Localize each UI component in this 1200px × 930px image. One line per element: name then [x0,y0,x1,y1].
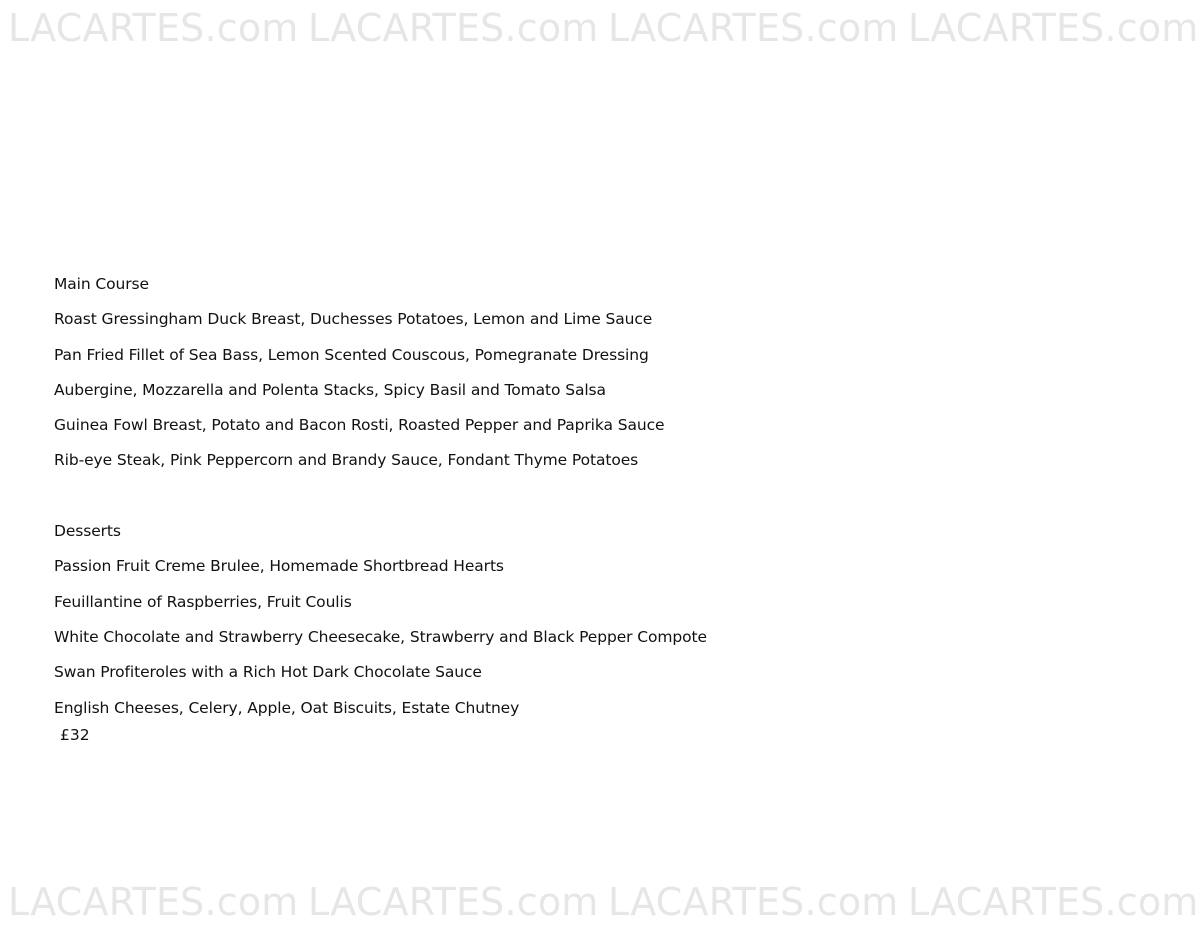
watermark-top [0,0,1200,56]
menu-content [54,272,1054,731]
menu-item: English Cheeses, Celery, Apple, Oat Biscuits, Estate Chutney [54,698,520,717]
section-heading-main-course: Main Course [54,275,149,293]
menu-item: Passion Fruit Creme Brulee, Homemade Shortbread Hearts [54,557,504,576]
menu-item: Pan Fried Fillet of Sea Bass, Lemon Scented Couscous, Pomegranate Dressing [54,345,649,364]
menu-item: Feuillantine of Raspberries, Fruit Coulis [54,592,352,611]
menu-item: Aubergine, Mozzarella and Polenta Stacks, Spicy Basil and Tomato Salsa [54,380,606,399]
watermark-text: LACARTES.com [8,880,299,924]
watermark-bottom [0,874,1200,930]
menu-item: Swan Profiteroles with a Rich Hot Dark Chocolate Sauce [54,663,482,682]
menu-item: Roast Gressingham Duck Breast, Duchesses Potatoes, Lemon and Lime Sauce [54,310,653,329]
watermark-text: LACARTES.com [308,880,599,924]
menu-item: White Chocolate and Strawberry Cheesecake, Strawberry and Black Pepper Compote [54,627,707,646]
watermark-text: LACARTES.com [908,880,1199,924]
watermark-text: LACARTES.com [8,6,299,50]
watermark-text: LACARTES.com [608,6,899,50]
menu-item: Guinea Fowl Breast, Potato and Bacon Rosti, Roasted Pepper and Paprika Sauce [54,416,665,435]
watermark-text: LACARTES.com [308,6,599,50]
section-heading-desserts: Desserts [54,522,121,541]
watermark-text: LACARTES.com [608,880,899,924]
menu-price: £32 [60,726,90,744]
menu-item: Rib-eye Steak, Pink Peppercorn and Brandy Sauce, Fondant Thyme Potatoes [54,451,639,470]
watermark-text: LACARTES.com [908,6,1199,50]
section-spacer [54,484,1054,519]
